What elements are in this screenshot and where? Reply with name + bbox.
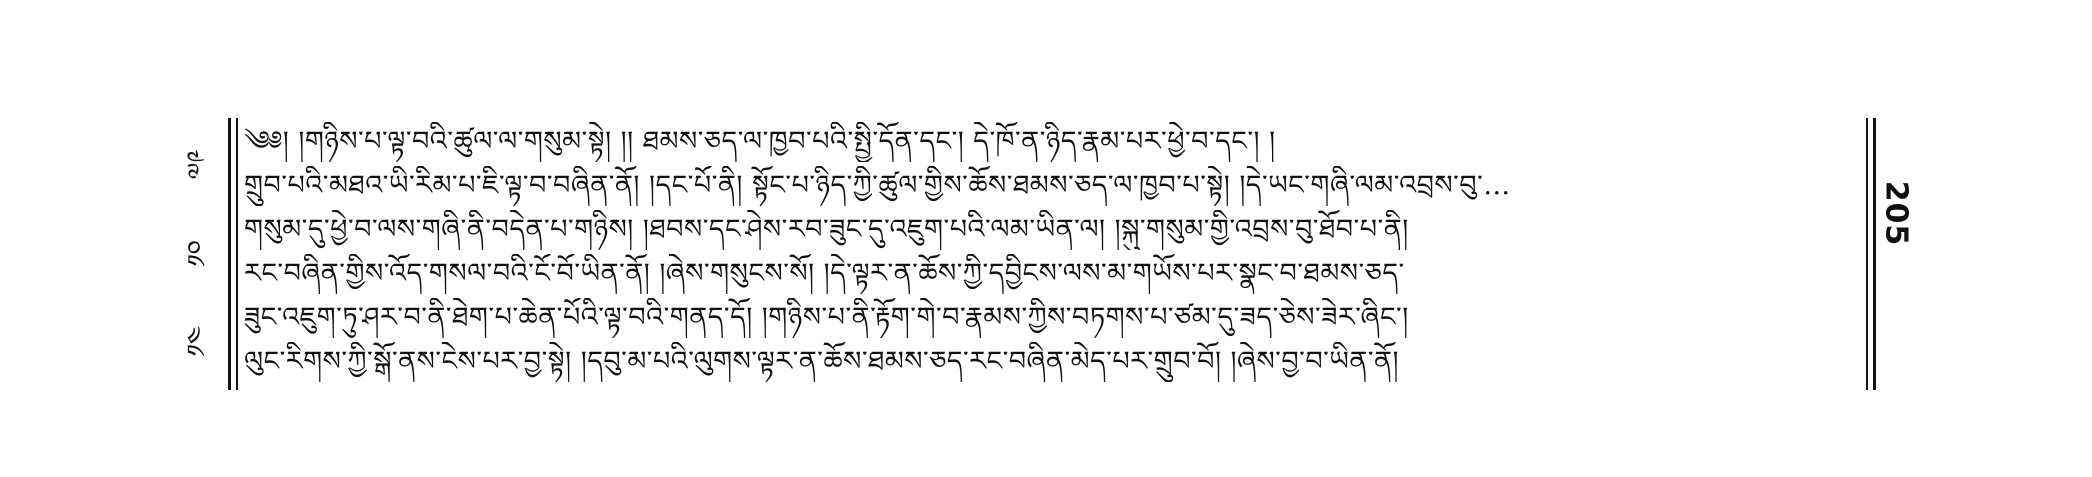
page-number-text: 205 — [1878, 180, 1914, 246]
margin-label-part: ༡༤ — [182, 326, 213, 357]
page-number — [1878, 178, 1914, 248]
text-block — [244, 122, 1864, 387]
text-line: རང་བཞིན་གྱིས་འོད་གསལ་བའི་ངོ་བོ་ཡིན་ནོ། །ཞེས་གསུངས་སོ། །དེ་ལྟར་ན་ཆོས་ཀྱི་དབྱིངས་ལས་མ་གཡོས་པར་སྣང་བ་ཐམས་ཅད་ — [244, 258, 1405, 289]
margin-label-part: ༧༩ — [182, 149, 213, 180]
margin-label — [182, 128, 220, 378]
text-line: ༄༅། །གཉིས་པ་ལྟ་བའི་ཚུལ་ལ་གསུམ་སྟེ། །། ཐམས་ཅད་ལ་ཁྱབ་པའི་སྤྱི་དོན་དང༌། དེ་ཁོ་ན་ཉིད་རྣམ་པར་ཕྱེ་བ་དང༌། ། — [244, 126, 1276, 157]
right-border-inner — [1866, 118, 1868, 390]
text-line: གྲུབ་པའི་མཐའ་ཡི་རིམ་པ་ཇི་ལྟ་བ་བཞིན་ནོ། །དང་པོ་ནི། སྟོང་པ་ཉིད་ཀྱི་ཚུལ་གྱིས་ཆོས་ཐམས་ཅད་ལ་ཁྱབ་པ་སྟེ། །དེ་ཡང་གཞི་ལམ་འབྲས་བུ་… — [244, 170, 1511, 201]
right-border-outer — [1873, 118, 1876, 390]
text-line: གསུམ་དུ་ཕྱེ་བ་ལས་གཞི་ནི་བདེན་པ་གཉིས། །ཐབས་དང་ཤེས་རབ་ཟུང་དུ་འཇུག་པའི་ལམ་ཡིན་ལ། །སྐུ་གསུམ་གྱི་འབྲས་བུ་ཐོབ་པ་ནི། — [244, 214, 1409, 245]
margin-label-part: ༡༠ — [182, 239, 213, 267]
text-line: ལུང་རིགས་ཀྱི་སྒོ་ནས་ངེས་པར་བྱ་སྟེ། །དབུ་མ་པའི་ལུགས་ལྟར་ན་ཆོས་ཐམས་ཅད་རང་བཞིན་མེད་པར་གྲུབ་བོ། །ཞེས་བྱ་བ་ཡིན་ནོ། — [244, 346, 1400, 377]
text-line: ཟུང་འཇུག་ཏུ་ཤར་བ་ནི་ཐེག་པ་ཆེན་པོའི་ལྟ་བའི་གནད་དོ། །གཉིས་པ་ནི་རྟོག་གེ་བ་རྣམས་ཀྱིས་བཏགས་པ་ཙམ་དུ་ཟད་ཅེས་ཟེར་ཞིང༌། — [244, 302, 1409, 333]
